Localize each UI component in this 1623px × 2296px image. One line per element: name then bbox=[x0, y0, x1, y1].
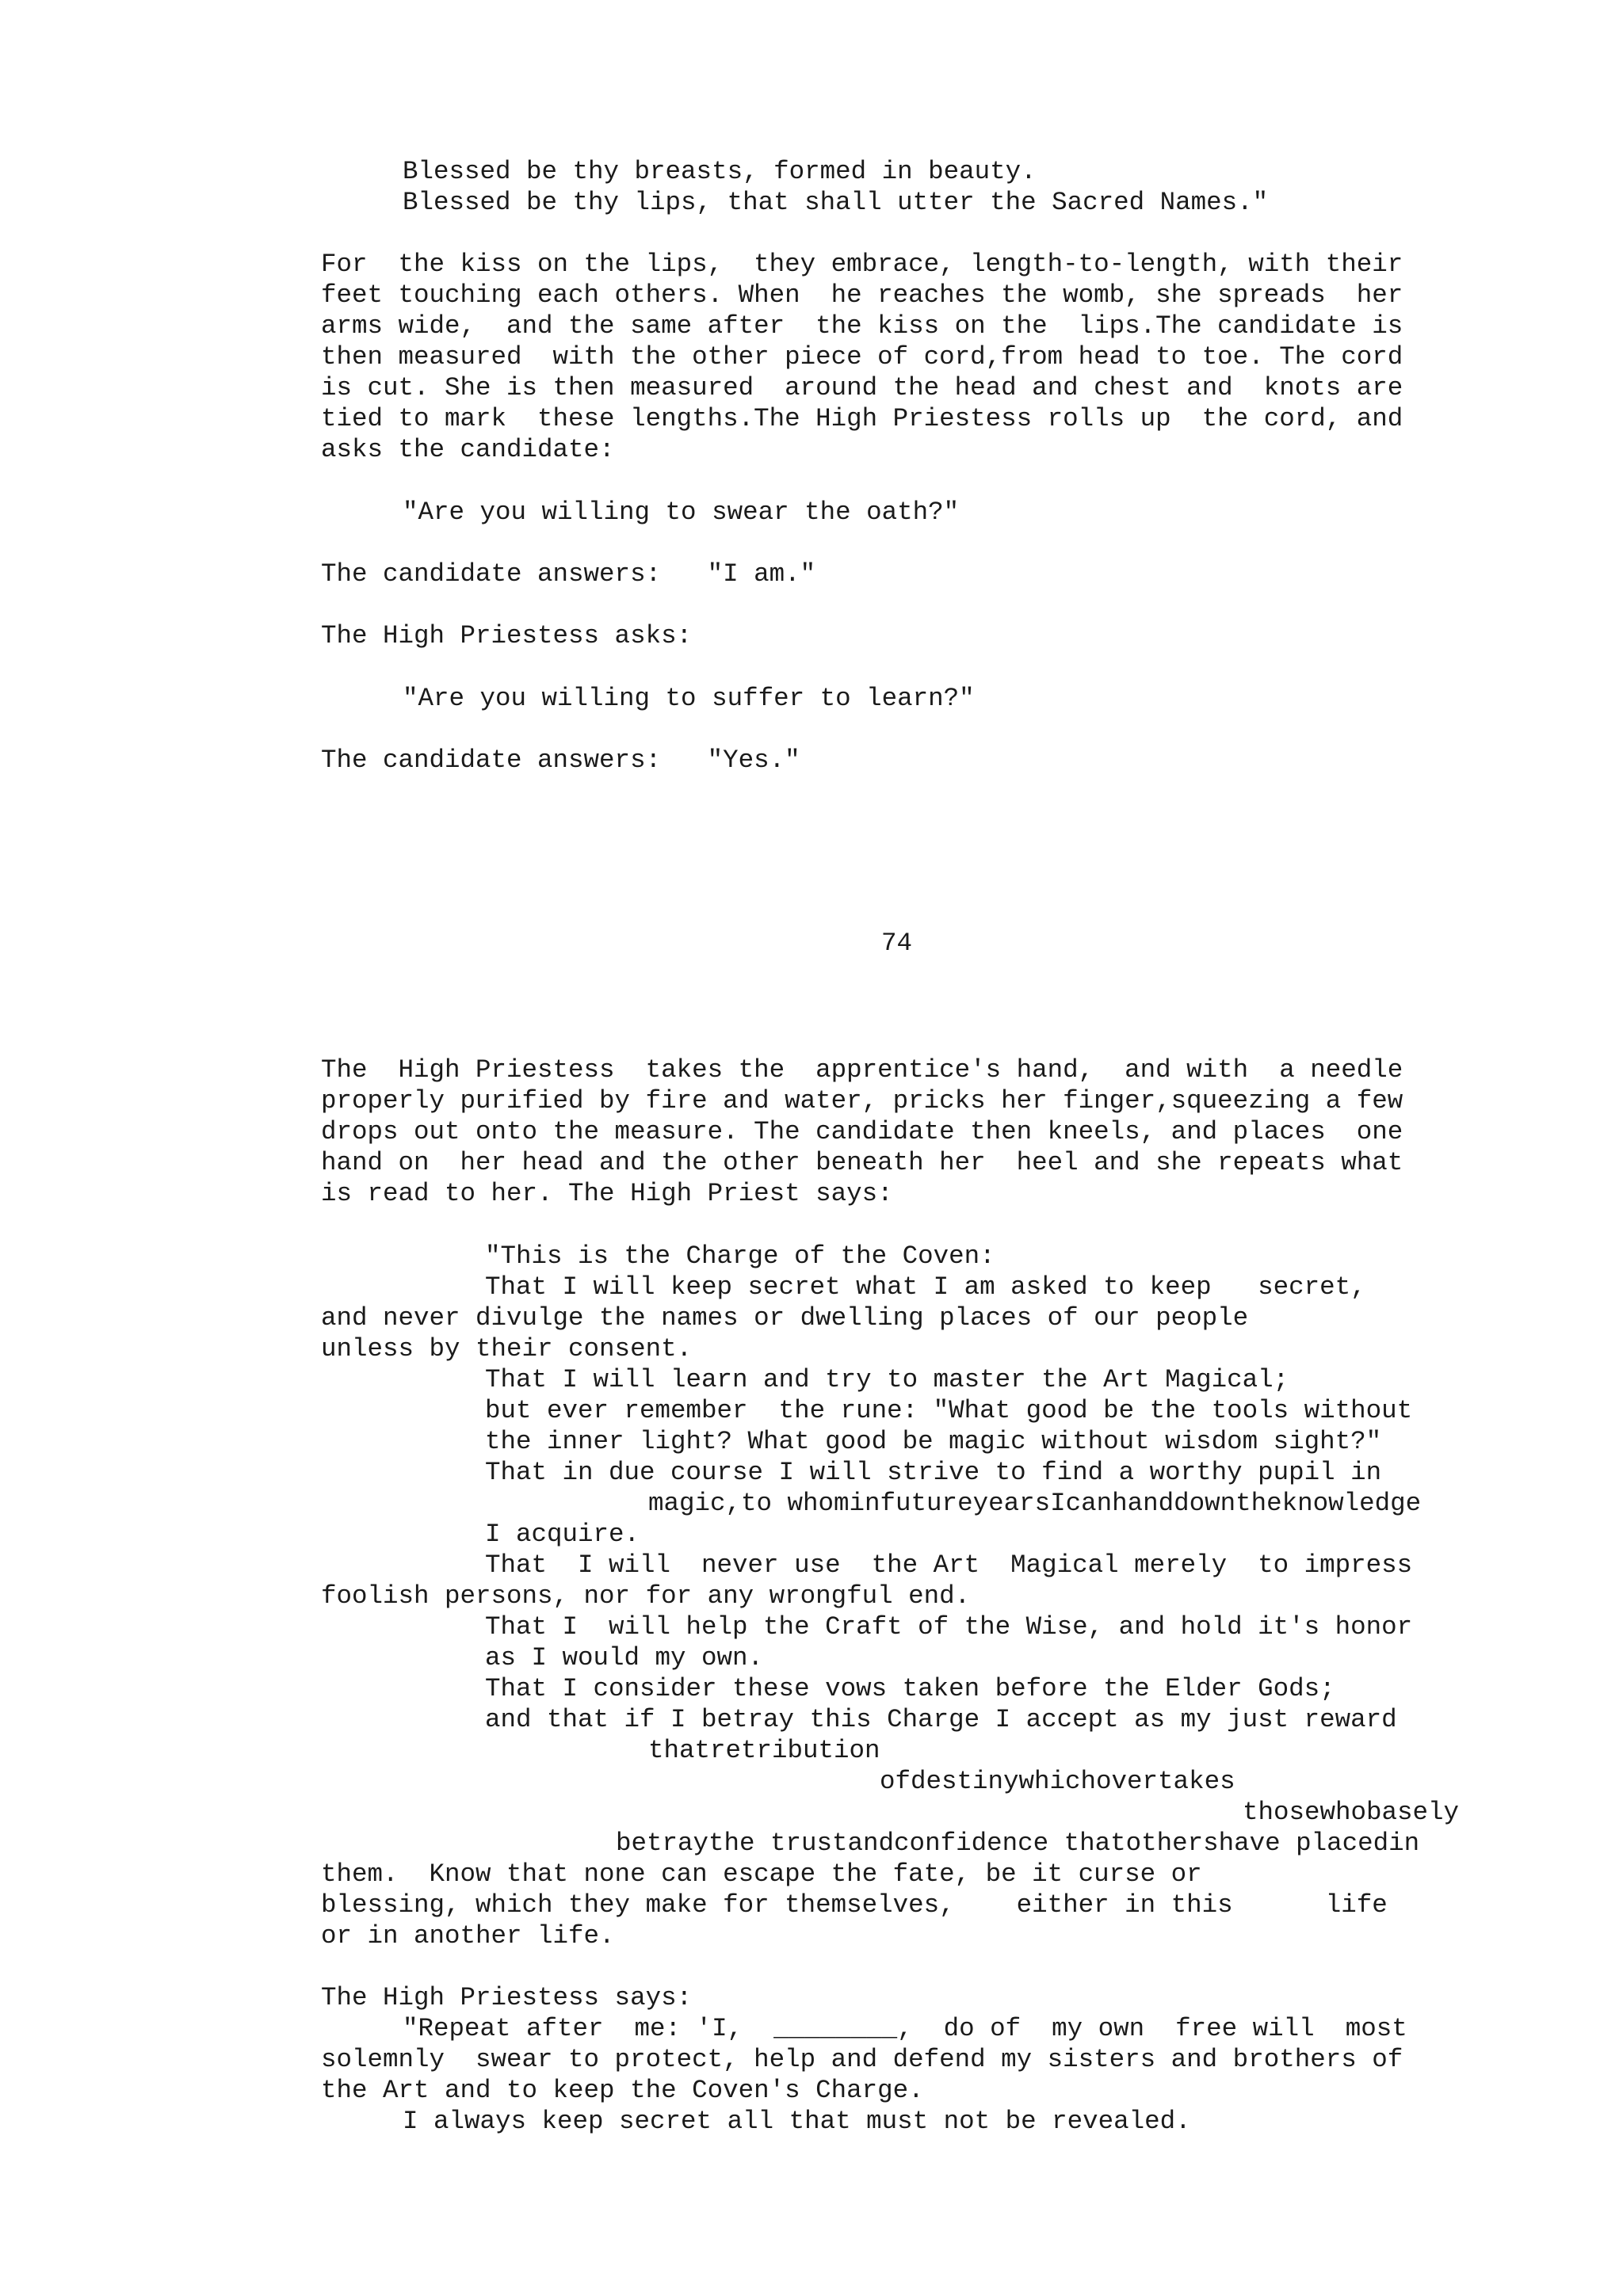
text-line: or in another life. bbox=[321, 1921, 615, 1951]
text-line: feet touching each others. When he reaches the womb, she spreads her bbox=[321, 280, 1403, 310]
text-line: That I will learn and try to master the Art Magical; bbox=[485, 1365, 1289, 1394]
text-line: then measured with the other piece of cord,from head to toe. The cord bbox=[321, 342, 1403, 372]
text-line: them. Know that none can escape the fate, be it curse or bbox=[321, 1859, 1202, 1889]
text-line: That I will never use the Art Magical merely to impress bbox=[485, 1550, 1413, 1580]
text-line: The High Priestess takes the apprentice's hand, and with a needle bbox=[321, 1055, 1403, 1085]
page-number: 74 bbox=[881, 928, 913, 958]
text-line: That I consider these vows taken before the Elder Gods; bbox=[485, 1674, 1335, 1703]
text-line: but ever remember the rune: "What good be the tools without bbox=[485, 1396, 1413, 1425]
text-line: thatretribution bbox=[648, 1736, 880, 1765]
text-line: tied to mark these lengths.The High Priestess rolls up the cord, and bbox=[321, 404, 1403, 433]
text-line: arms wide, and the same after the kiss on the lips.The candidate is bbox=[321, 311, 1403, 341]
text-line: The candidate answers: "Yes." bbox=[321, 746, 800, 775]
text-line: unless by their consent. bbox=[321, 1334, 693, 1363]
text-line: thosewhobasely bbox=[1243, 1798, 1460, 1827]
text-line: "Repeat after me: 'I, ________, do of my own free will most bbox=[403, 2014, 1407, 2043]
text-line: drops out onto the measure. The candidate then kneels, and places one bbox=[321, 1117, 1403, 1146]
text-line: and never divulge the names or dwelling places of our people bbox=[321, 1303, 1249, 1333]
text-line: properly purified by fire and water, pricks her finger,squeezing a few bbox=[321, 1086, 1403, 1116]
text-line: That I will help the Craft of the Wise, and hold it's honor bbox=[485, 1612, 1413, 1642]
text-line: the inner light? What good be magic without wisdom sight?" bbox=[485, 1427, 1382, 1456]
text-line: The High Priestess says: bbox=[321, 1983, 693, 2012]
text-line: hand on her head and the other beneath her heel and she repeats what bbox=[321, 1148, 1403, 1177]
text-line: ofdestinywhichovertakes bbox=[880, 1767, 1235, 1796]
text-line: foolish persons, nor for any wrongful end. bbox=[321, 1581, 971, 1611]
text-line: For the kiss on the lips, they embrace, length-to-length, with their bbox=[321, 250, 1403, 279]
text-line: and that if I betray this Charge I accept as my just reward bbox=[485, 1705, 1397, 1734]
text-line: That I will keep secret what I am asked to keep secret, bbox=[485, 1272, 1366, 1302]
text-line: Blessed be thy lips, that shall utter the Sacred Names." bbox=[403, 188, 1269, 217]
text-line: The candidate answers: "I am." bbox=[321, 559, 816, 589]
text-line: asks the candidate: bbox=[321, 435, 615, 464]
text-line: "This is the Charge of the Coven: bbox=[485, 1241, 995, 1271]
text-line: is read to her. The High Priest says: bbox=[321, 1179, 893, 1208]
text-line: is cut. She is then measured around the head and chest and knots are bbox=[321, 373, 1403, 402]
text-line: magic,to whominfutureyearsIcanhanddowntheknowledge bbox=[648, 1489, 1422, 1518]
text-line: I always keep secret all that must not be revealed. bbox=[403, 2107, 1191, 2136]
text-line: "Are you willing to suffer to learn?" bbox=[403, 684, 975, 713]
text-line: Blessed be thy breasts, formed in beauty. bbox=[403, 157, 1037, 186]
text-line: I acquire. bbox=[485, 1520, 640, 1549]
text-line: betraythe trustandconfidence thatothershave placedin bbox=[616, 1829, 1420, 1858]
text-line: The High Priestess asks: bbox=[321, 621, 693, 650]
text-line: solemnly swear to protect, help and defend my sisters and brothers of bbox=[321, 2045, 1403, 2074]
text-line: That in due course I will strive to find a worthy pupil in bbox=[485, 1458, 1382, 1487]
text-line: as I would my own. bbox=[485, 1643, 764, 1672]
text-line: the Art and to keep the Coven's Charge. bbox=[321, 2076, 924, 2105]
text-line: "Are you willing to swear the oath?" bbox=[403, 498, 960, 527]
text-line: blessing, which they make for themselves, either in this life bbox=[321, 1890, 1388, 1920]
